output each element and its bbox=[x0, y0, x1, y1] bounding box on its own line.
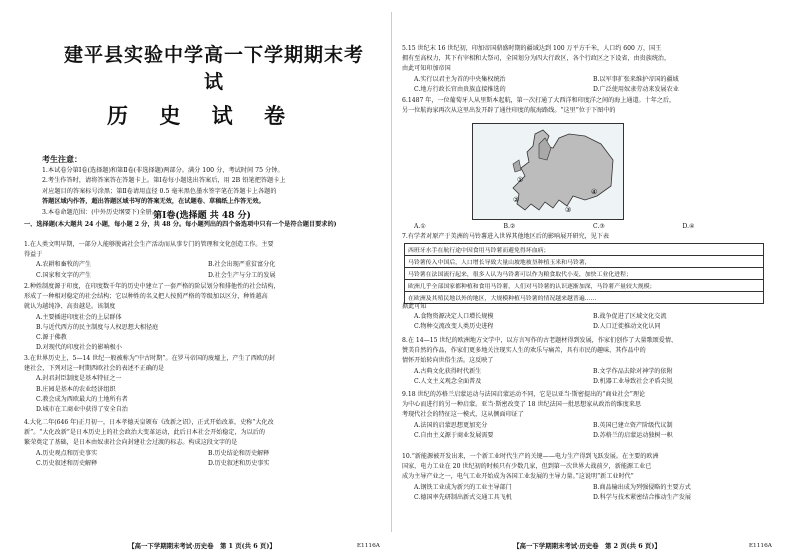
option-d[interactable]: D.机器工业导致社会矛盾尖锐 bbox=[593, 377, 673, 385]
option-a[interactable]: A.历史观点和历史事实 bbox=[36, 449, 98, 457]
option-c[interactable]: C.物种交流改变人类历史进程 bbox=[414, 323, 494, 331]
option-d[interactable]: D.历史叙述和历史事实 bbox=[208, 459, 270, 467]
option-c[interactable]: C.国家和文字的产生 bbox=[36, 271, 92, 279]
question-stem: 2.种姓制度源于印度，在印度数千年的历史中建立了一套严格的阶层划分和排他性的社会结构， bbox=[24, 283, 280, 290]
question-stem: 建社会，下列对这一时期西欧社会的表述不正确的是 bbox=[24, 365, 165, 373]
option-d[interactable]: D.科学与技术紧密结合推动生产发展 bbox=[593, 493, 692, 501]
option-c[interactable]: C.源于佛教 bbox=[36, 334, 67, 342]
question-stem: 4.大化二年(646 年)正月初一，日本孝德天皇颁布《改新之诏》，正式开始改革，史称“大化改 bbox=[24, 419, 274, 426]
question-7 bbox=[402, 232, 772, 242]
option-b[interactable]: B.与近代西方的民主制度与人权思想大相径庭 bbox=[36, 323, 159, 331]
option-b[interactable]: B.社会出现严重贫富分化 bbox=[208, 261, 276, 269]
option-a[interactable]: A.法国的启蒙思想更加充分 bbox=[414, 421, 488, 429]
question-stem: 赞美自然的作品，作家们更多地关注现实人生的欢乐与痛苦，具有市民的趣味，其作品中的 bbox=[402, 347, 646, 355]
question-10 bbox=[402, 452, 772, 503]
question-stem: 情怀开始转向世俗生活。这反映了 bbox=[402, 357, 494, 365]
table-row: 马铃薯传入中国后，人口增长导致大量山坡地被垦种植玉米和马铃薯， bbox=[405, 256, 764, 268]
option-c[interactable]: C.历史叙述和历史解释 bbox=[36, 459, 98, 467]
question-stem: 就认为越纯净、高贵越是。该制度 bbox=[24, 303, 116, 311]
option-b[interactable]: B.英国已建立资产阶级代议制 bbox=[593, 421, 673, 429]
option-c[interactable]: C.人文主义观念全面普及 bbox=[414, 377, 482, 385]
option-b[interactable]: B.文学作品去除对神学的依附 bbox=[593, 367, 673, 375]
question-8 bbox=[402, 336, 772, 387]
option-a[interactable]: A.实行以君主为首的中央集权统治 bbox=[414, 75, 506, 83]
question-stem: 另一位航海家再次从这里出发开辟了通往印度的航海路线。“这里”位于下图中的 bbox=[402, 107, 616, 115]
question-stem: 拥有至高权力，其下有宰相和大祭司，全国划分为四大行政区，各个行政区之下设省，由贵族统治， bbox=[402, 55, 671, 63]
table-row: 马铃薯在法国流行起来，很多人认为马铃薯可以作为粮食取代小麦，加快工业化进程； bbox=[405, 268, 764, 280]
question-stem: 据此可知 bbox=[402, 303, 427, 310]
option-c[interactable]: C.地方行政长官由贵族直接推选的 bbox=[414, 85, 506, 93]
option-a[interactable]: A.农耕和畜牧的产生 bbox=[36, 261, 92, 269]
question-stem: 10.“新能源被开发出来，一个新工业时代生产的关键——电力生产得到飞跃发展。在主要的欧洲 bbox=[402, 453, 659, 460]
option-d[interactable]: D.人口迁徙推动文化认同 bbox=[593, 323, 661, 331]
table-row: 西班牙水手在航行途中因食用马铃薯而避免得坏血病； bbox=[405, 244, 764, 256]
option-d[interactable]: D.苏格兰的启蒙运动独树一帜 bbox=[593, 431, 673, 439]
question-stem: 新”。“大化改新”是日本历史上的社会政治大变革运动，此后日本社会开始稳定，为以后的 bbox=[24, 429, 265, 437]
question-stem: 由此可知印加帝国 bbox=[402, 65, 451, 73]
question-stem: 繁荣奠定了基础，是日本由奴隶社会向封建社会过渡的标志。构成这段文字的是 bbox=[24, 439, 238, 447]
question-stem: 国家，电力工业在 20 世纪初的时候只有少数几家，但到第一次世界大战前夕，新能源工业已 bbox=[402, 463, 652, 471]
option-d[interactable]: D.对现代的印度社会的影响极小 bbox=[36, 344, 122, 352]
question-stem: 形成了一种相对稳定的社会结构；它以种姓的名义把人按照严格的等级加以区分，种姓越高 bbox=[24, 293, 268, 301]
option-a[interactable]: A.食物资源决定人口增长规模 bbox=[414, 313, 494, 321]
question-3 bbox=[24, 354, 380, 415]
option-c[interactable]: C.教会成为西欧最大的土地所有者 bbox=[36, 395, 128, 403]
footer-text: 【高一下学期期末考试·历史卷 第 2 页(共 6 页)】 bbox=[513, 542, 661, 550]
paper-title: 历 史 试 卷 bbox=[107, 103, 297, 128]
notice-item: 1.本试卷分第Ⅰ卷(选择题)和第Ⅱ卷(非选择题)两部分。满分 100 分，考试时间 75 分钟。 bbox=[42, 167, 284, 174]
question-options bbox=[24, 260, 380, 280]
option-a[interactable]: A.古典文化获得时代新生 bbox=[414, 367, 482, 375]
question-stem: 6.1487 年，一位葡萄牙人从里斯本起航，第一次打通了大西洋和印度洋之间的海上通道。十年之后， bbox=[402, 97, 676, 104]
svg-text:①: ① bbox=[517, 176, 524, 184]
notice-item: 3.本卷命题范围：(中外历史纲要下)全册。 bbox=[42, 208, 158, 216]
notice-item: 对应题目的答案标号涂黑；第Ⅱ卷请用直径 0.5 毫米黑色墨水签字笔在答题卡上各题的 bbox=[42, 187, 277, 195]
page-1 bbox=[24, 0, 380, 560]
question-stem: 8.在 14—15 世纪的欧洲地方文学中，以方言写作的古老题材得到发展，作家们创作了大量歌颂爱情、 bbox=[402, 337, 678, 344]
option-c[interactable]: C.自由主义源于商业发展需要 bbox=[414, 431, 494, 439]
map-illustration bbox=[473, 124, 623, 219]
question-stem: 考现代社会的特征这一模式，这从侧面印证了 bbox=[402, 411, 524, 419]
question-options bbox=[24, 449, 380, 469]
potato-table bbox=[404, 243, 764, 304]
footer-text: 【高一下学期期末考试·历史卷 第 1 页(共 6 页)】 bbox=[128, 542, 276, 550]
svg-text:②: ② bbox=[513, 196, 520, 204]
page-divider bbox=[391, 12, 392, 532]
question-options bbox=[402, 483, 772, 503]
svg-text:③: ③ bbox=[565, 206, 572, 214]
question-options bbox=[402, 312, 772, 332]
option-d[interactable]: D.城市在工商业中获得了安全自治 bbox=[36, 406, 128, 414]
question-options bbox=[402, 421, 772, 441]
question-7-tail bbox=[402, 302, 772, 333]
question-stem: 9.18 世纪的苏格兰启蒙运动与法国启蒙运动不同，它是以亚当·斯密提出的“商业社会”理论 bbox=[402, 391, 646, 398]
section-title: 第Ⅰ卷(选择题 共 48 分) bbox=[153, 211, 251, 221]
option-d[interactable]: D.广泛使用奴隶劳动来发展农业 bbox=[593, 85, 679, 93]
question-4 bbox=[24, 418, 380, 469]
option-b[interactable]: B.庄园是基本的农业经济组织 bbox=[36, 385, 116, 393]
question-stem: 1.在人类文明早期，一部分人能够脱离社会生产活动而从事专门的管理和文化创造工作。主要 bbox=[24, 241, 274, 248]
option-b[interactable]: B.以军事扩张来维护帝国的疆域 bbox=[593, 75, 679, 83]
option-d[interactable]: D.④ bbox=[682, 223, 695, 230]
option-a[interactable]: A.① bbox=[414, 223, 426, 230]
option-a[interactable]: A.主要插进印度社会的上层群体 bbox=[36, 313, 122, 321]
table-row: 在欧洲及其殖民地以外的地区，大规模种植马铃薯的情况越来越普遍…… bbox=[405, 292, 764, 304]
svg-text:④: ④ bbox=[591, 188, 598, 196]
paper-code: E1116A bbox=[356, 543, 380, 549]
page-2 bbox=[402, 0, 772, 560]
notice-item: 答题区域内作答，超出答题区域书写的答案无效，在试题卷、草稿纸上作答无效。 bbox=[42, 198, 265, 206]
question-5 bbox=[402, 44, 772, 95]
question-options bbox=[402, 367, 772, 387]
option-d[interactable]: D.社会生产与分工的发展 bbox=[208, 271, 276, 279]
question-6 bbox=[402, 96, 772, 116]
question-options bbox=[402, 75, 772, 95]
question-stem: 为中心而进行的另一种启蒙。亚当·斯密改变了 18 世纪法国一批思想家从政治的维度来思 bbox=[402, 401, 642, 409]
option-c[interactable]: C.德国率先研制出新式交通工具飞机 bbox=[414, 493, 512, 501]
question-9 bbox=[402, 390, 772, 441]
section-intro: 一、选择题(本大题共 24 小题，每小题 2 分，共 48 分。每小题列出的四个备选项中只有一个是符合题目要求的) bbox=[24, 221, 337, 228]
notice-item: 2.考生作答时，请将答案答在答题卡上。第Ⅰ卷每小题选出答案后，用 2B 铅笔把答题卡上 bbox=[42, 177, 286, 185]
question-stem: 得益于 bbox=[24, 251, 43, 259]
school-title: 建平县实验中学高一下学期期末考试 bbox=[64, 44, 365, 93]
question-1 bbox=[24, 240, 380, 281]
question-stem: 5.15 世纪末 16 世纪初，印加帝国鼎盛时期的疆域达到 100 万平方千米，人口约 600 万，国王 bbox=[402, 45, 662, 52]
option-a[interactable]: A.封君封臣制度是基本特征之一 bbox=[36, 375, 122, 383]
question-stem: 3.在世界历史上，5—14 世纪一般被称为“中古时期”。在罗马帝国的废墟上，产生了西欧的封 bbox=[24, 355, 276, 362]
question-6-options bbox=[402, 222, 772, 232]
option-b[interactable]: B.战争促进了区域文化交流 bbox=[593, 313, 667, 321]
option-b[interactable]: B.商品输出成为列强侵略的主要方式 bbox=[593, 483, 691, 491]
option-a[interactable]: A.钢铁工业成为新兴的工业主导部门 bbox=[414, 483, 512, 491]
notice-heading: 考生注意： bbox=[42, 154, 82, 164]
table-row: 欧洲几乎全部国家都种植和食用马铃薯，人们对马铃薯的认识逐渐加深，马铃薯产量较大规模； bbox=[405, 280, 764, 292]
question-stem: 成为主导产业之一，电气工业开始成为各国工业发展的主导力量。”这说明“新工业时代” bbox=[402, 473, 634, 481]
europe-map-image bbox=[472, 123, 624, 220]
question-stem: 7.有学者对原产于美洲的马铃薯进入世界其他地区后的影响展开研究，见下表 bbox=[402, 233, 609, 240]
option-c[interactable]: C.③ bbox=[593, 223, 605, 230]
paper-code: E1116A bbox=[748, 543, 772, 549]
option-b[interactable]: B.② bbox=[503, 223, 516, 230]
question-2 bbox=[24, 282, 380, 353]
option-b[interactable]: B.历史结论和历史解释 bbox=[208, 449, 270, 457]
